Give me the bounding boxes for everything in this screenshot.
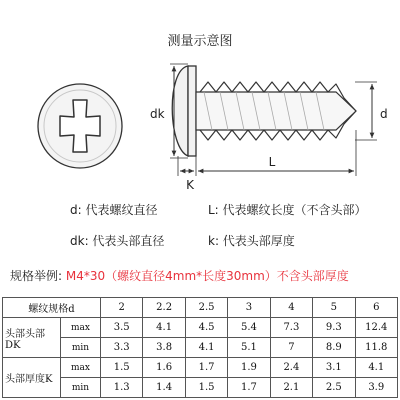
table-header-row — [3, 298, 398, 318]
group-name-k: 头部厚度K — [3, 358, 61, 398]
value-cell: 3.3 — [101, 338, 143, 358]
K-label: K — [186, 178, 194, 192]
value-cell: 1.5 — [185, 378, 227, 398]
value-cell: 1.7 — [228, 378, 270, 398]
value-cell: 11.8 — [355, 338, 397, 358]
value-cell: 5.4 — [228, 318, 270, 338]
spec-example-label: 规格举例: — [10, 269, 63, 283]
sub-label: max — [61, 318, 101, 338]
value-cell: 4.5 — [185, 318, 227, 338]
legend-L: L: 代表螺纹长度（不含头部） — [208, 203, 367, 217]
value-cell: 2.4 — [270, 358, 312, 378]
value-cell: 3.9 — [355, 378, 397, 398]
value-cell: 4.1 — [143, 318, 185, 338]
screw-side-view — [172, 66, 356, 156]
value-cell: 9.3 — [313, 318, 355, 338]
legend-dk: dk: 代表头部直径 — [70, 234, 165, 248]
value-cell: 12.4 — [355, 318, 397, 338]
value-cell: 3.8 — [143, 338, 185, 358]
header-label: 螺纹规格d — [3, 298, 101, 318]
value-cell: 2.5 — [313, 378, 355, 398]
group-name-dk: 头部头部DK — [3, 318, 61, 358]
value-cell: 1.3 — [101, 378, 143, 398]
spec-table — [2, 297, 398, 398]
size-cell: 5 — [313, 298, 355, 318]
sub-label: min — [61, 378, 101, 398]
value-cell: 1.4 — [143, 378, 185, 398]
value-cell: 1.7 — [185, 358, 227, 378]
value-cell: 2.1 — [270, 378, 312, 398]
size-cell: 2 — [101, 298, 143, 318]
value-cell: 8.9 — [313, 338, 355, 358]
sub-label: min — [61, 338, 101, 358]
legend-k: k: 代表头部厚度 — [208, 234, 295, 248]
value-cell: 7 — [270, 338, 312, 358]
table-row — [3, 318, 398, 338]
value-cell: 4.1 — [355, 358, 397, 378]
value-cell: 1.6 — [143, 358, 185, 378]
value-cell: 3.5 — [101, 318, 143, 338]
table-row — [3, 378, 398, 398]
legend-d: d: 代表螺纹直径 — [70, 203, 158, 217]
value-cell: 5.1 — [228, 338, 270, 358]
size-cell: 3 — [228, 298, 270, 318]
dk-label: dk — [150, 107, 165, 121]
value-cell: 7.3 — [270, 318, 312, 338]
d-label: d — [380, 107, 388, 121]
L-label: L — [268, 155, 276, 169]
screw-shank — [196, 92, 356, 130]
screw-head-side — [172, 66, 188, 156]
value-cell: 4.1 — [185, 338, 227, 358]
value-cell: 3.1 — [313, 358, 355, 378]
table-row — [3, 338, 398, 358]
spec-example — [10, 267, 349, 284]
size-cell: 4 — [270, 298, 312, 318]
sub-label: max — [61, 358, 101, 378]
screw-head-top-view — [38, 84, 122, 168]
value-cell: 1.9 — [228, 358, 270, 378]
page-title: 测量示意图 — [167, 34, 233, 49]
size-cell: 2.2 — [143, 298, 185, 318]
spec-example-value: M4*30（螺纹直径4mm*长度30mm）不含头部厚度 — [65, 269, 349, 283]
size-cell: 2.5 — [185, 298, 227, 318]
size-cell: 6 — [355, 298, 397, 318]
table-row — [3, 358, 398, 378]
value-cell: 1.5 — [101, 358, 143, 378]
